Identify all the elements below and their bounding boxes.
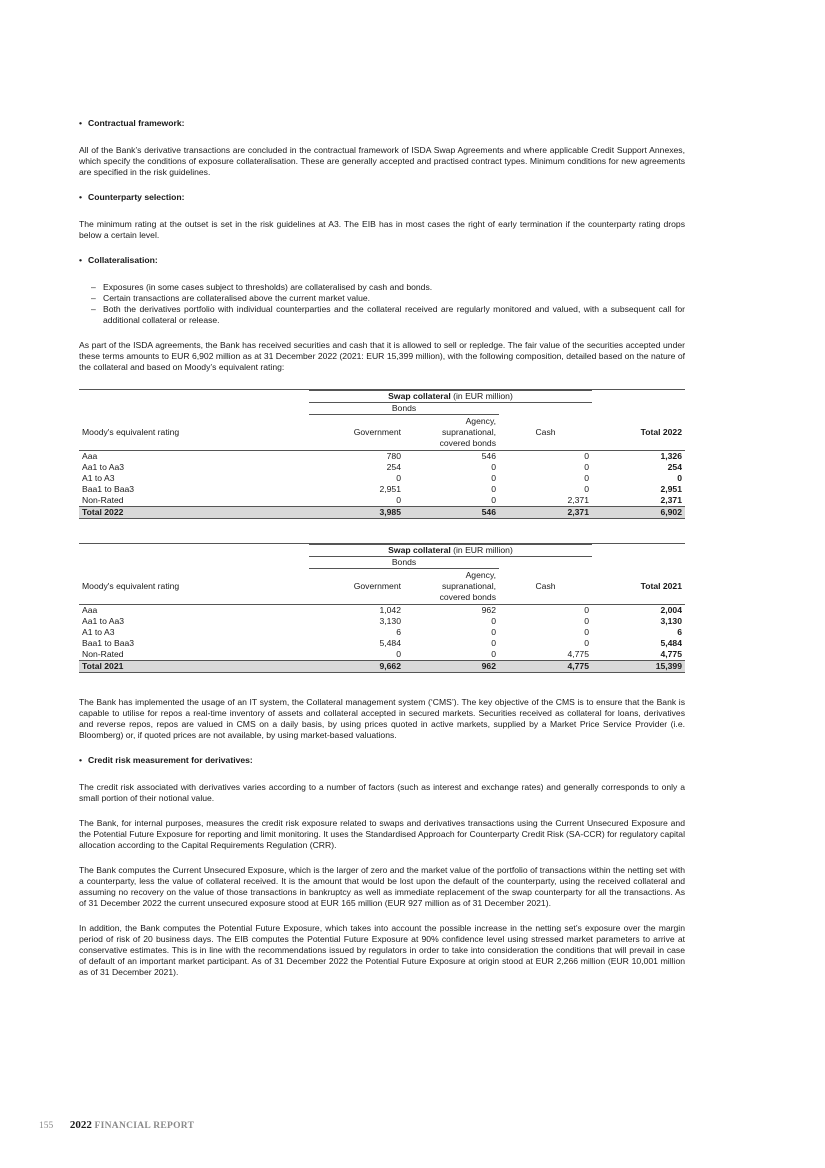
collateralisation-list (79, 282, 685, 326)
list-item: – Both the derivatives portfolio with individual counterparties and the collateral received are regularly monitored and valued, with a subsequent call for additional collateral or release. (91, 304, 685, 325)
table-row: Non-Rated 0 0 2,371 2,371 (82, 495, 682, 505)
swap-collateral-table-2022 (79, 389, 685, 519)
contractual-heading: • Contractual framework: (79, 118, 185, 128)
government-header: Government (309, 415, 404, 451)
agency-header: Agency, supranational, covered bonds (404, 569, 499, 605)
page-footer (39, 1120, 194, 1132)
document-body (79, 118, 685, 992)
swap-collateral-table-2021 (79, 543, 685, 673)
cms-text: The Bank has implemented the usage of an IT system, the Collateral management system (‘CMS’). The key objective of the CMS is to ensure that the Bank is capable to utilise for repos a real-time inventory of assets and collateral accepted in secured markets. Securities received as collateral for loans, derivatives and reverse repos, repos are valued in CMS on a daily basis, by using prices quoted in active markets, supplied by a Market Price Service Provider (i.e. Bloomberg) or, if quoted prices are not available, by using market-based valuations. (79, 697, 685, 740)
total-row: Total 2022 3,985 546 2,371 6,902 (79, 507, 685, 519)
table-row: Aa1 to Aa3 3,130 0 0 3,130 (82, 616, 682, 626)
credit-paragraph: The credit risk associated with derivatives varies according to a number of factors (such as interest and exchange rates) and generally corresponds to only a small portion of their notional value. (79, 782, 685, 803)
credit-paragraph: The Bank, for internal purposes, measures the credit risk exposure related to swaps and derivatives transactions using the Current Unsecured Exposure and the Potential Future Exposure for reporting and limit monitoring. It uses the Standardised Approach for Counterparty Credit Risk (SA-CCR) for regulatory capital allocation according to the Capital Requirements Regulation (CRR). (79, 818, 685, 850)
collateralisation-heading: • Collateralisation: (79, 255, 158, 265)
table-row: A1 to A3 0 0 0 0 (82, 473, 682, 483)
list-item: – Exposures (in some cases subject to thresholds) are collateralised by cash and bonds. (91, 282, 433, 292)
bonds-header: Bonds (309, 403, 499, 415)
table-title: Swap collateral (in EUR million) (309, 391, 592, 403)
isda-text: As part of the ISDA agreements, the Bank has received securities and cash that it is allowed to sell or repledge. The fair value of the securities accepted under these terms amounts to EUR 6,902 million as at 31 December 2022 (2021: EUR 15,399 million), with the following composition, detailed based on the nature of the collateral and based on Moody’s equivalent rating: (79, 340, 685, 372)
page-number: 155 (39, 1121, 54, 1131)
table-row: Aa1 to Aa3 254 0 0 254 (82, 462, 682, 472)
table-row: Baa1 to Baa3 2,951 0 0 2,951 (82, 484, 682, 494)
total-header: Total 2021 (592, 569, 685, 605)
total-row: Total 2021 9,662 962 4,775 15,399 (79, 661, 685, 673)
rating-header: Moody's equivalent rating (79, 569, 309, 605)
counterparty-text: The minimum rating at the outset is set in the risk guidelines at A3. The EIB has in most cases the right of early termination if the counterparty rating drops below a certain level. (79, 219, 685, 240)
table-row: Aaa 780 546 0 1,326 (82, 451, 682, 461)
agency-header: Agency, supranational, covered bonds (404, 415, 499, 451)
table-title: Swap collateral (in EUR million) (309, 545, 592, 557)
counterparty-heading: • Counterparty selection: (79, 192, 185, 202)
contractual-text: All of the Bank’s derivative transactions are concluded in the contractual framework of ISDA Swap Agreements and where applicable Credit Support Annexes, which specify the conditions of exposure collateralisation. These are generally accepted and practised contract types. Minimum conditions for new agreements are specified in the risk guidelines. (79, 145, 685, 177)
government-header: Government (309, 569, 404, 605)
cash-header: Cash (499, 415, 592, 451)
report-title: FINANCIAL REPORT (94, 1121, 195, 1131)
table-row: Baa1 to Baa3 5,484 0 0 5,484 (82, 638, 682, 648)
cash-header: Cash (499, 569, 592, 605)
rating-header: Moody's equivalent rating (79, 415, 309, 451)
table-row: Aaa 1,042 962 0 2,004 (82, 605, 682, 615)
table-row: Non-Rated 0 0 4,775 4,775 (82, 649, 682, 659)
list-item: – Certain transactions are collateralised above the current market value. (91, 293, 371, 303)
bonds-header: Bonds (309, 557, 499, 569)
credit-paragraph: The Bank computes the Current Unsecured Exposure, which is the larger of zero and the market value of the portfolio of transactions within the netting set with a counterparty, less the value of collateral received. It is the amount that would be lost upon the default of the counterparty, using the received collateral and assuming no recovery on the value of those transactions in bankruptcy as well as immediate replacement of the swap counterparty for all the transactions. As of 31 December 2022 the current unsecured exposure stood at EUR 165 million (EUR 927 million as of 31 December 2021). (79, 865, 685, 908)
total-header: Total 2022 (592, 415, 685, 451)
credit-heading: • Credit risk measurement for derivatives: (79, 755, 253, 765)
table-row: A1 to A3 6 0 0 6 (82, 627, 682, 637)
credit-paragraph: In addition, the Bank computes the Potential Future Exposure, which takes into account the possible increase in the netting set’s exposure over the margin period of risk of 20 business days. The EIB computes the Potential Future Exposure at 90% confidence level using stressed market parameters to arrive at conservative estimates. This is in line with the recommendations issued by regulators in order to take into consideration the conditions that will prevail in case of default of an important market participant. As of 31 December 2022 the Potential Future Exposure at origin stood at EUR 2,266 million (EUR 10,001 million as of 31 December 2021). (79, 923, 685, 977)
report-year: 2022 (69, 1119, 92, 1131)
